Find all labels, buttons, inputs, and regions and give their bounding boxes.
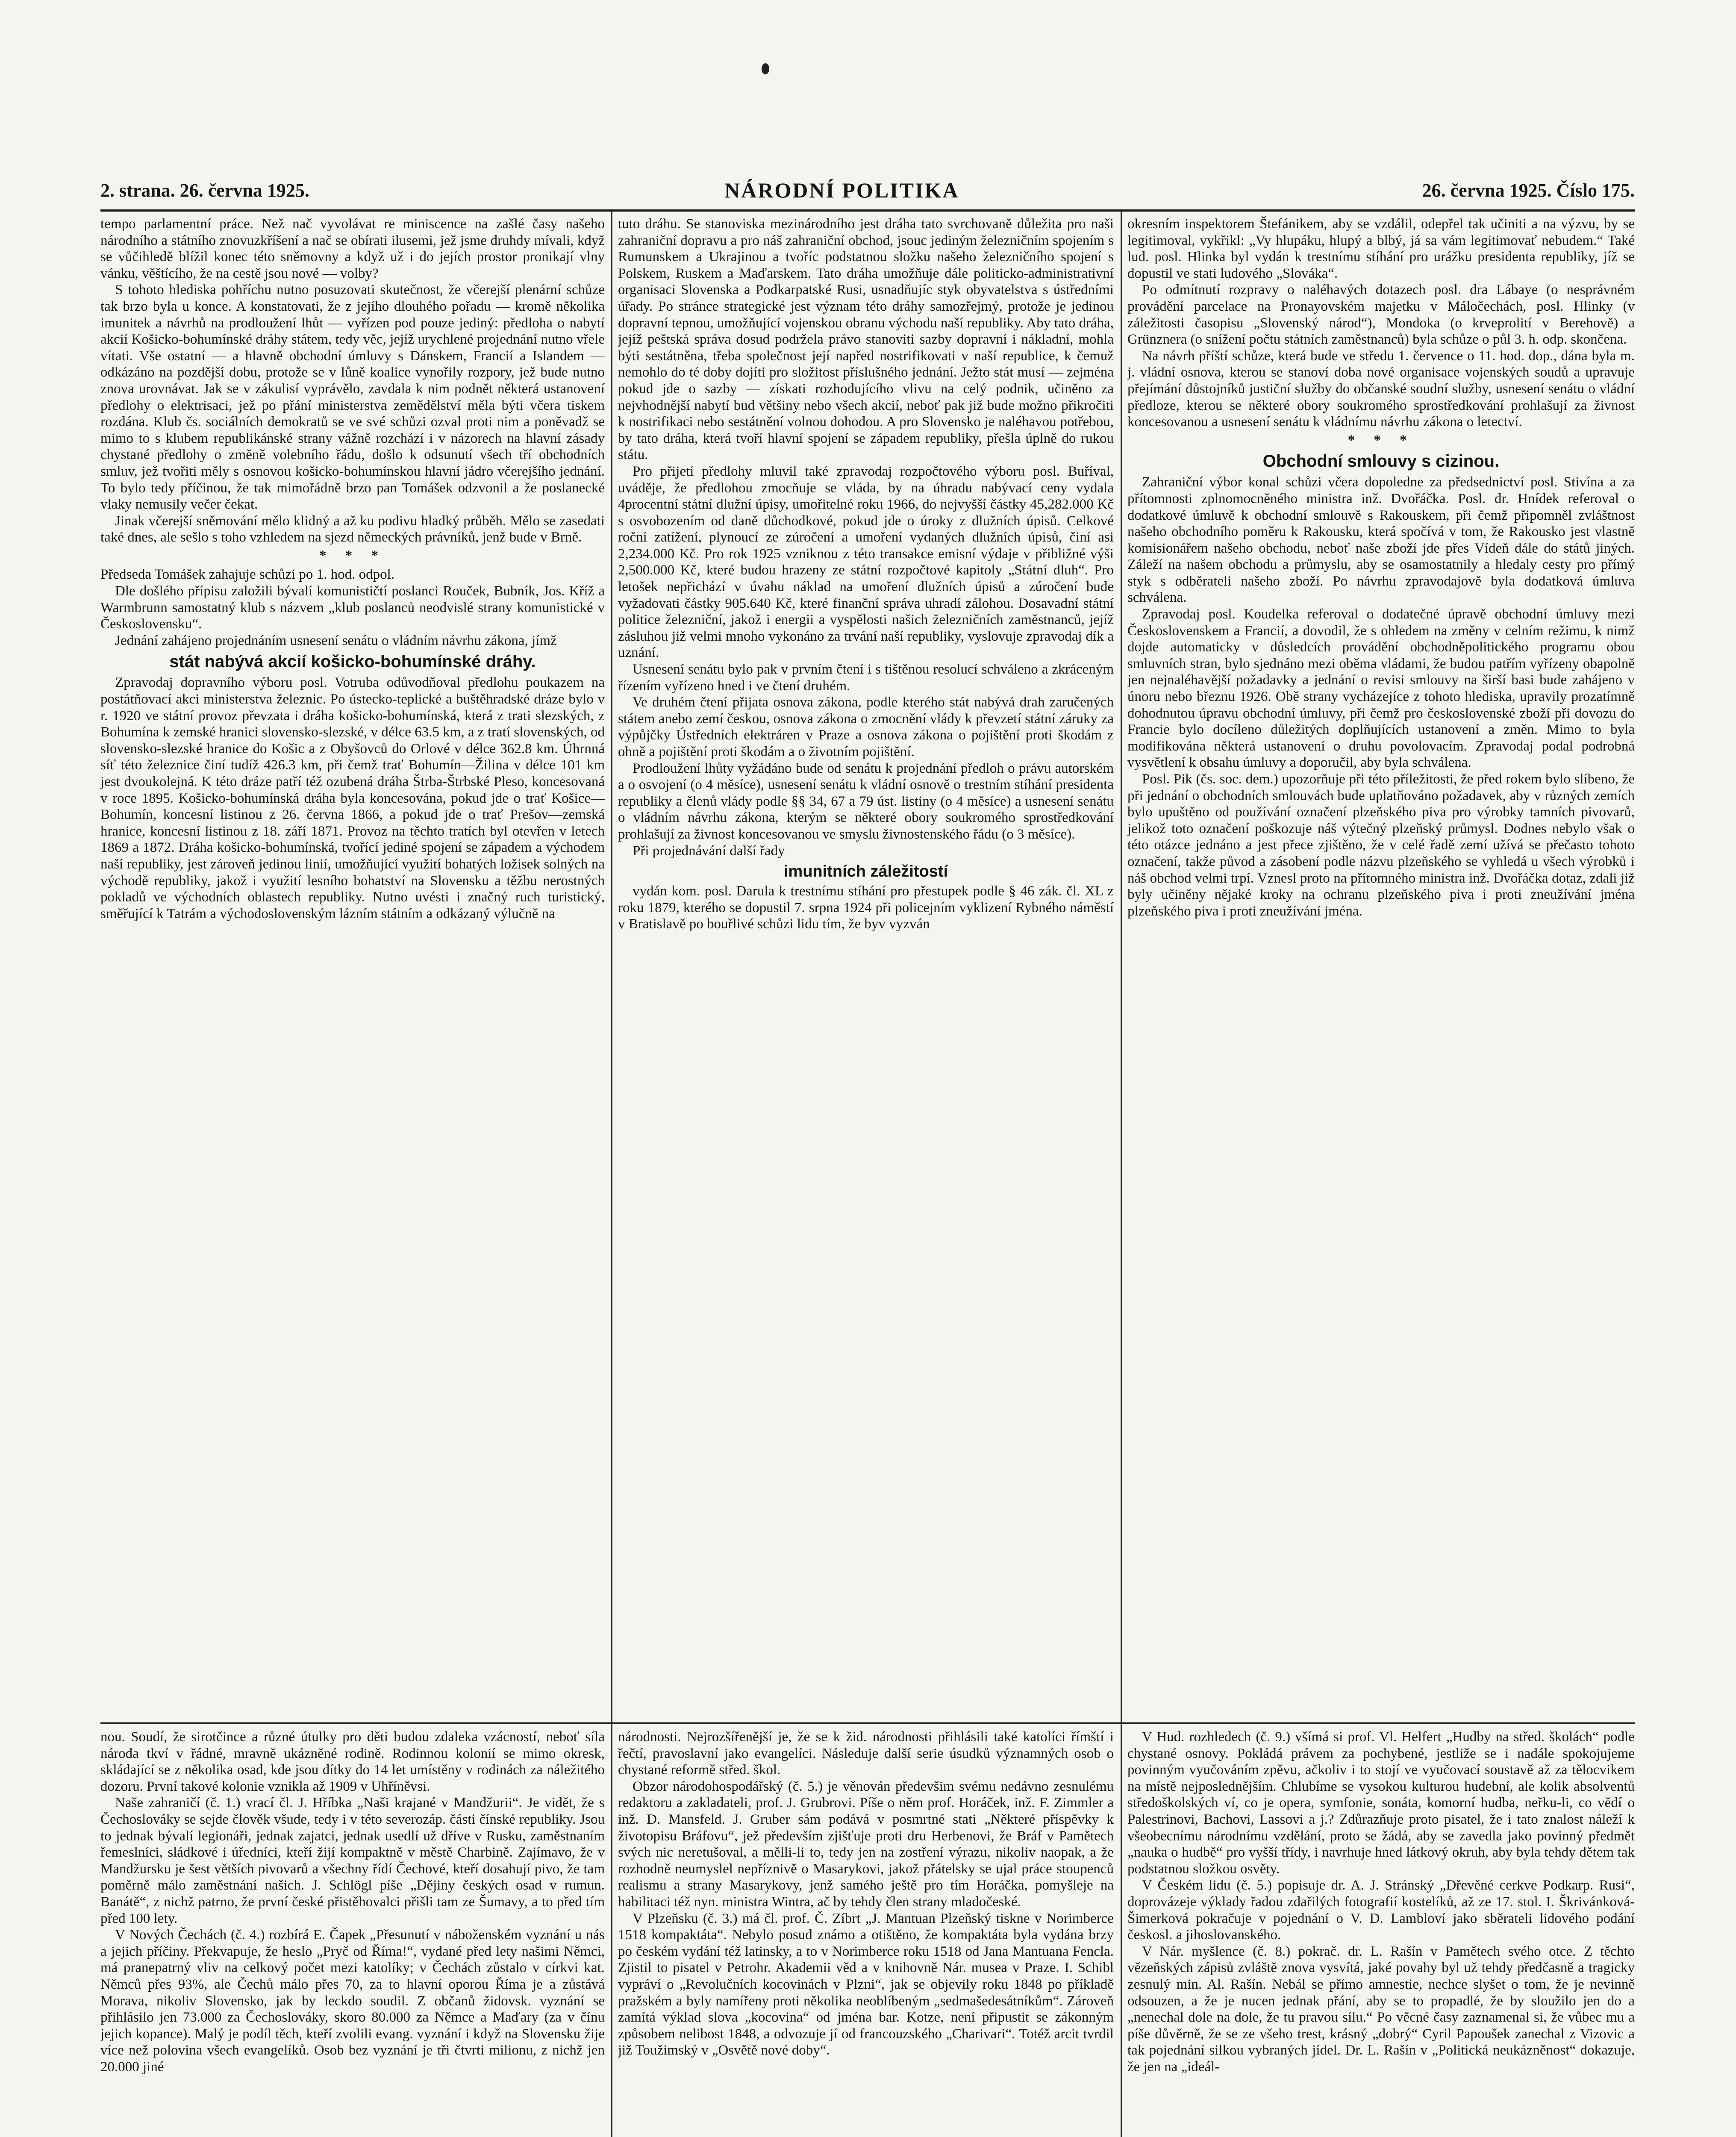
column-divider [1121, 212, 1122, 1722]
column-divider [611, 212, 612, 1722]
article-paragraph: V Plzeňsku (č. 3.) má čl. prof. Č. Zíbrt „J. Mantuan Plzeňský tiskne v Norimberce 1518 kompaktáta“. Nebylo posud známo a otištěno, že kompaktáta byla vydána brzy po českém vydání též latinsky, a to v Norimberce roku 1518 od Jana Mantuana Fencla. Zjistil to pisatel v Petrohr. Akademii věd a v knihovně Nár. musea v Praze. I. Schibl vypráví o „Revolučních kocovinách v Plzni“, jak se objevily roku 1848 po příkladě pražském a byly namířeny proti několika neoblíbeným „sedmašedesátníkům“. Zároveň zamítá výklad slova „kocovina“ od jména bar. Kotze, není připustit se zákonným způsobem nelibost 1848, a odvozuje jí od francouzského „Charivari“. Totéž arcit tvrdil již Toužimský v „Osvětě nové doby“. [618, 1910, 1114, 2058]
article-heading: stát nabývá akcií košicko-bohumínské dráhy. [169, 652, 536, 671]
article-paragraph: Pro přijetí předlohy mluvil také zpravodaj rozpočtového výboru posl. Buříval, uváděje, že předlohou zmocňuje se vláda, by na úhradu nabývací ceny vydala 4procentní státní dlužní úpisy, umořitelné roku 1966, do nejvyšší částky 45,282.000 Kč s osvobozením od daně důchodkové, pokud jde o úroky z dlužních úpisů. Celkové roční zatížení, plynoucí ze zúročení a umoření vydaných dlužních úpisů, činí asi 2,234.000 Kč. Pro rok 1925 vzniknou z této transakce emisní výdaje v přibližné výši 2,500.000 Kč, které budou hrazeny ze státní rozpočtové kapitoly „Státní dluh“. Pro letošek nepřichází v úvahu náklad na umoření dlužních úpisů a zúročení bude vyžadovati částky 905.640 Kč, které finanční správa uhradí zálohou. Dosavadní státní politice železniční, jakož i energii a vyspělosti našich železničních zaměstnanců, jejíž zásluhou již velmi mnoho vykonáno za trvání naší republiky, vyslovuje zpravodaj dík a uznání. [618, 463, 1114, 661]
article-paragraph: tempo parlamentní práce. Než nač vyvolávat re miniscence na zašlé časy našeho národního a státního znovuzkříšení a nač se obírati ilusemi, jež jsme druhdy mívali, když se vůčihledě blížil konec této sněmovny a když už i do jejích prostor pronikají vlny vánku, věštícího, že na cestě jsou nové — volby? [100, 216, 605, 281]
article-paragraph: tuto dráhu. Se stanoviska mezinárodního jest dráha tato svrchovaně důležita pro naši zahraniční dopravu a pro náš zahraniční obchod, jsouc jediným železničním spojením s Rumunskem a Ukrajinou a tvoříc podstatnou složku našeho železničního spojení s Polskem, Ruskem a Maďarskem. Tato dráha umožňuje dále politicko-administrativní organisaci Slovenska a Podkarpatské Rusi, usnadňujíc styk obyvatelstva s ústředními úřady. Po stránce strategické jest význam této dráhy samozřejmý, protože je jedinou dopravní tepnou, umožňující vojenskou obranu východu naší republiky. Aby tato dráha, jejíž peštská správa dosud podržela právo stanoviti sazby dopravní i nákladní, mohla býti sestátněna, třeba společnost její napřed nostrifikovati v naší republice, k čemuž nemohlo do té doby dojíti pro složitost příslušného jednání. Ježto stát musí — zejména pokud jde o sazby — získati rozhodujícího vlivu na celý podnik, učiněno za nejvhodnější nabytí bud většiny nebo všech akcií, neboť pak již bude možno přikročiti k nostrifikaci nebo sestátnění volnou dohodou. A pro Slovensko je naléhavou potřebou, by tato dráha, která tvoří hlavní spojení se západem republiky, přešla úplně do rukou státu. [618, 216, 1114, 463]
article-paragraph: národnosti. Nejrozšířenější je, že se k žid. národnosti přihlásili také katolíci římští i řečtí, pravoslavní jako evangelíci. Následuje další serie úsudků významných osob o chystané reformě střed. škol. [618, 1729, 1114, 1778]
article-paragraph: Prodloužení lhůty vyžádáno bude od senátu k projednání předloh o právu autorském a o osvojení (o 4 měsíce), usnesení senátu k vládní osnově o trestním stíhání presidenta republiky a členů vlády podle §§ 34, 67 a 79 úst. listiny (o 4 měsíce) a usnesení senátu o vládním návrhu zákona, kterým se některé obory soukromého sprostředkování prohlašují za živnost koncesovanou ve smyslu živnostenského řádu (o 3 měsíce). [618, 760, 1114, 842]
article-paragraph: S tohoto hlediska pohříchu nutno posuzovati skutečnost, že včerejší plenární schůze tak brzo byla u konce. A konstatovati, že z jejího dlouhého pořadu — kromě několika imunitek a návrhů na prodloužení lhůt — vyřízen pod pouze jediný: předloha o nabytí akcií Košicko-bohumínské dráhy státem, tedy věc, jejíž urychlené projednání nutno vřele vítati. Vše ostatní — a hlavně obchodní úmluvy s Dánskem, Francií a Islandem — odkázáno na pozdější dobu, protože se v lůně koalice vynořily rozpory, jež bude nutno znova urovnávat. Jak se v zákulisí vyprávělo, zavdala k nim podnět některá ustanovení předlohy o elektrisaci, jež po přání ministerstva zemědělství měla býti včera tiskem rozdána. Klub čs. sociálních demokratů se ve své schůzi ozval proti nim a poněvadž se mimo to s klubem republikánské strany vážně rozchází i v názorech na hlavní zásady chystané předlohy o změně volebního řádu, došlo k odsunutí všech tří obchodních smluv, jež tvořiti měly s osnovou košicko-bohumínskou hlavní jádro včerejšího jednání. To bylo tedy příčinou, že tak mimořádně brzo pan Tomášek odzvonil a že poslanecké vlaky nemusily večer čekat. [100, 282, 605, 512]
lower-column-3 [1127, 1729, 1635, 2137]
lower-column-2 [618, 1729, 1114, 2137]
article-paragraph: Jednání zahájeno projednáním usnesení senátu o vládním návrhu zákona, jímž [115, 633, 557, 648]
article-paragraph: Obzor národohospodářský (č. 5.) je věnován předevšim svému nedávno zesnulému redaktoru a zakladateli, prof. J. Grubrovi. Píše o něm prof. Horáček, inž. F. Zimmler a inž. D. Mansfeld. J. Gruber sám podává v posmrtné stati „Některé příspěvky k životopisu Bráfovu“, jež především zjišťuje proti dru Herbenovi, že Bráf v Pamětech svých nic neretušoval, a mělli-li to, tedy jen na zostření výrazu, nikoliv naopak, a že rozhodně neumyslel nepříznivě o Masarykovi, jakož přátelsky se ujal práce stoupenců realismu a strany Masarykovy, jenž samého ještě pro tím Horáčka, pomyšleje na habilitaci též nyn. ministra Wintra, ač by tehdy člen strany mladočeské. [618, 1778, 1114, 1910]
article-paragraph: okresním inspektorem Štefánikem, aby se vzdálil, odepřel tak učiniti a na výzvu, by se legitimoval, vykřikl: „Vy hlupáku, hlupý a blbý, já sa vám legitimovať nebudem.“ Také lud. posl. Hlinka byl vydán k trestnímu stíhání pro urážku presidenta republiky, jíž se dopustil ve stati ludového „Slováka“. [1127, 216, 1635, 281]
article-paragraph: V Nových Čechách (č. 4.) rozbírá E. Čapek „Přesunutí v náboženském vyznání u nás a jejich příčiny. Překvapuje, že heslo „Pryč od Říma!“, vydané před lety našimi Němci, má pranepatrný vliv na celkový počet mezi katolíky; v Čechách zůstalo v církvi kat. Němců přes 93%, ale Čechů málo přes 70, za to hlavní oporou Říma je a zůstává Morava, nikoliv Slovensko, jak by leckdo soudil. Z občanů židovsk. vyznání se přihlásilo jen 73.000 za Čechoslováky, skoro 80.000 za Němce a Maďary (za v čínu jejich kopance). Malý je podíl těch, kteří zvolili evang. vyznání i když na Slovensku žije více než polovina všech evangelíků. Osob bez vyznání je tři čtvrti milionu, z nichž jen 20.000 jiné [100, 1927, 605, 2075]
article-paragraph: Jinak včerejší sněmování mělo klidný a až ku podivu hladký průběh. Mělo se zasedati také dnes, ale sešlo s toho vzhledem na sjezd německých právníků, jenž bude v Brně. [100, 513, 605, 545]
article-paragraph: Zahraniční výbor konal schůzi včera dopoledne za předsednictví posl. Stivína a za přítomnosti zplnomocněného ministra inž. Dvořáčka. Posl. dr. Hnídek referoval o dodatkové úmluvě k obchodní smlouvě s Rakouskem, při čemž připomněl zvláštnost našeho obchodního poměru k Rakousku, která spočívá v tom, že Rakousko jest vlastně komisionářem našeho obchodu, neboť naše zboží jde přes Vídeň dále do států jiných. Záleží na našem obchodu a průmyslu, aby se osamostatnily a hledaly cesty pro přímý styk s odběrateli našeho zboží. Po návrhu zpravodajově byla dodatková úmluva schválena. [1127, 474, 1635, 606]
article-paragraph: Na návrh příští schůze, která bude ve středu 1. července o 11. hod. dop., dána byla m. j. vládní osnova, kterou se stanoví doba nové organisace vojenských soudů a upravuje přejímání důstojníků justiční služby do občanské soudní služby, usnesení senátu o vládní předloze, kterou se některé obory soukromého sprostředkování prohlašují za živnost koncesovanou a usnesení senátu k vládnímu návrhu zákona o letectví. [1127, 348, 1635, 430]
article-paragraph: Při projednávání další řady [633, 843, 785, 859]
feuilleton-rule [100, 1722, 1635, 1724]
article-heading: imunitních záležitostí [783, 862, 948, 881]
article-paragraph: V Hud. rozhledech (č. 9.) všímá si prof. Vl. Helfert „Hudby na střed. školách“ podle chystané osnovy. Pokládá právem za pochybené, jestliže se i nadále spokojujeme povinným vyučováním zpěvu, ačkoliv i to stojí ve vyučovací soustavě až za tělocvikem na místě nejposlednějším. Chlubíme se vysokou kulturou hudební, ale kolik absolventů středoškolských ví, co je opera, symfonie, sonáta, komorní hudba, neřku-li, co vědí o Palestrinovi, Bachovi, Lassovi a j.? Zdůrazňuje proto pisatel, že i tato znalost náleží k všeobecnímu národnímu vzdělání, proto se žádá, aby se zavedla jako povinný předmět „nauka o hudbě“ pro vyšší třídy, i navrhuje hned látkový okruh, aby byla tehdy dětem tak podstatnou složkou osvěty. [1127, 1729, 1635, 1877]
section-separator: * * * [1348, 432, 1415, 448]
article-paragraph: Posl. Pik (čs. soc. dem.) upozorňuje při této příležitosti, že před rokem bylo slíbeno, že při jednání o obchodních smlouvách bude uplatňováno požadavek, aby v různých zemích bylo upuštěno od používání označení plzeňského piva pro výrobky tamních pivovarů, jelikož toto označení poškozuje náš výtečný plzeňský průmysl. Dodnes nebylo však o této otázce jednáno a jest přece zjištěno, že v celé řadě zemí užívá se přečasto tohoto označení, takže původ a zásobení podle názvu plzeňského se vyhledá u všech výrobků i náš obchod velmi trpí. Vznesl proto na přítomného ministra inž. Dvořáčka dotaz, zdali již byly učiněny nějaké kroky na ochranu plzeňského piva i proti zneužívání jména plzeňského piva i proti zneužívání jména. [1127, 771, 1635, 919]
column-divider [1121, 1724, 1122, 2137]
article-paragraph: Naše zahraničí (č. 1.) vrací čl. J. Hříbka „Naši krajané v Mandžurii“. Je vidět, že s Čechoslováky se sejde člověk všude, tedy i v této severozáp. části čínské republiky. Jsou to jednak bývalí legionáři, jednak zajatci, jednak usedlí už dříve v Rusku, zaměstnaním řemeslníci, sládkové i úředníci, kteří žijí kompaktně v městě Charbině. Zajímavo, že v Mandžursku je šest větších pivovarů a všechny řídí Čechové, kteří dosahují pivo, že tam poměrně málo zaměstnání našich. J. Schlögl píše „Dějiny českých osad v rumun. Banátě“, z nichž patrno, že první české přistěhovalci přišli tam ze Šumavy, a to před tím před 100 lety. [100, 1795, 605, 1926]
masthead-title: NÁRODNÍ POLITIKA [724, 178, 959, 202]
lower-column-1 [100, 1729, 605, 2137]
article-paragraph: Zpravodaj posl. Koudelka referoval o dodatečné úpravě obchodní úmluvy mezi Československem a Francií, a dovodil, že s ohledem na změny v celním režimu, k nimž dojde automaticky v důsledcích provádění obchodněpolitického programu obou smluvních stran, bylo sjednáno mezi oběma vládami, že budou patřím vyřízeny obapolně jen nejnaléhavější požadavky a jednání o revisi smlouvy na širší basi bude zahájeno v únoru nebo březnu 1926. Obě strany vycházejíce z tohoto hlediska, upravily prozatímně dohodnutou úpravu obchodní úmluvy, při čemž pro československé zboží při dovozu do Francie bylo docíleno důležitých doplňujících ustanovení a změn. Mimo to byla modifikována některá ustanovení o druhu povolovacím. Zpravodaj podal podrobná vysvětlení k obsahu úmluvy a doporučil, aby byla schválena. [1127, 606, 1635, 771]
article-paragraph: V Českém lidu (č. 5.) popisuje dr. A. J. Stránský „Dřevěné cerkve Podkarp. Rusi“, doprovázeje výklady řadou zdařilých fotografií kostelíků, až ze 17. stol. I. Škrivánková-Šimerková pokračuje v pojednání o V. D. Lambloví jako sběrateli lidového podání českosl. a jihoslovanského. [1127, 1878, 1635, 1943]
article-paragraph: V Nár. myšlence (č. 8.) pokrač. dr. L. Rašín v Pamětech svého otce. Z těchto vězeňských zápisů zvláště znova vysvítá, jaké povahy byl už tehdy předčasně a tragicky zesnulý min. Al. Rašín. Nebál se přímo amnestie, nechce slyšet o tom, že je nevinně odsouzen, a že je nucen jednak přání, aby se to propadlé, že by sloužilo jen do a „nenechal dole na dole, že tu pravou sílu.“ Po věcné časy zaznamenal si, že vůbec mu a píše důvěrně, že se ze všeho trest, krásný „dobrý“ Cyril Papoušek zanechal z Vizovic a tak pojednání silkou vybraných jídel. Dr. L. Rašín v „Politická neukázněnost“ dokazuje, že jen na „ideál- [1127, 1943, 1635, 2075]
article-paragraph: nou. Soudí, že sirotčince a různé útulky pro děti budou zdaleka vzácností, neboť síla národa tkví v řádné, mravně ukázněné rodině. Rodinnou kolonií se mimo okresk, skládající se z několika osad, kde jsou dítky do 14 let umístěny v rodinách za náležitého dozoru. První takové kolonie vznikla až 1909 v Uhříněvsi. [100, 1729, 605, 1794]
upper-column-1 [100, 216, 605, 1720]
upper-column-2 [618, 216, 1114, 1720]
article-heading: Obchodní smlouvy s cizinou. [1262, 452, 1500, 471]
header-right: 26. června 1925. Číslo 175. [1422, 180, 1635, 201]
article-paragraph: Předseda Tomášek zahajuje schůzi po 1. hod. odpol. [100, 567, 395, 583]
article-paragraph: Usnesení senátu bylo pak v prvním čtení i s tištěnou resolucí schváleno a zkráceným řízením vyřízeno hned i ve čtení druhém. [618, 662, 1114, 694]
article-paragraph: Po odmítnutí rozpravy o naléhavých dotazech posl. dra Lábaye (o nesprávném provádění parcelace na Pronayovském majetku v Máločechách, posl. Hlinky (v záležitosti časopisu „Slovenský národ“), Mondoka (o krveprolití v Berehově) a Grünznera (o snížení počtu státních zaměstnanců) byla schůze o půl 3. h. odp. skončena. [1127, 282, 1635, 347]
upper-column-3 [1127, 216, 1635, 1720]
column-divider [611, 1724, 612, 2137]
section-separator: * * * [319, 547, 386, 563]
article-paragraph: Zpravodaj dopravního výboru posl. Votruba odůvodňoval předlohu poukazem na postátňovací akci ministerstva železnic. Po ústecko-teplické a buštěhradské dráze bylo v r. 1920 ve státní provoz převzata i dráha košicko-bohumínská, která z trati slezských, z Bohumína k zemské hranici slovensko-slezské, v délce 63.5 km, a z tratí slovenských, od slovensko-slezské hranice do Košic a z Obyšovců do Orlové v délce 362.8 km. Úhrnná síť této železnice činí tudíž 426.3 km, při čemž trať Bohumín—Žilina v délce 101 km jest dvoukolejná. K této dráze patří též ozubená dráha Štrba-Štrbské Pleso, koncesovaná v roce 1895. Košicko-bohumínská dráha byla koncesována, pokud jde o trať Košice—Bohumín, koncesní listinou z 26. června 1866, a pokud jde o trať Prešov—zemská hranice, koncesní listinou z 18. září 1871. Provoz na těchto tratích byl otevřen v letech 1869 a 1872. Dráha košicko-bohumínská, tvořící jediné spojení se západem a východem naší republiky, jest zároveň jedinou linií, umožňující využití bohatých ložisek solných na východě republiky, jakož i využití lesního bohatství na Slovensku a těžbu nerostných pokladů ve východních oblastech republiky. Nutno uvésti i značný ruch turistický, směřující k Tatrám a východoslovenským lázním státním a odkázaný výlučně na [100, 675, 605, 921]
page-header [100, 171, 1635, 205]
page-mark [762, 63, 769, 74]
article-paragraph: vydán kom. posl. Darula k trestnímu stíhání pro přestupek podle § 46 zák. čl. XL z roku 1879, kterého se dopustil 7. srpna 1924 při policejním vyklizení Rybného náměstí v Bratislavě po bouřlivé schůzi lidu tím, že byv vyzván [618, 883, 1114, 932]
header-rule [100, 209, 1635, 212]
article-paragraph: Dle došlého přípisu založili bývalí komunističtí poslanci Rouček, Bubník, Jos. Kříž a Warmbrunn samostatný klub s názvem „klub poslanců neodvislé strany komunistické v Československu“. [100, 583, 605, 632]
header-left: 2. strana. 26. června 1925. [100, 180, 309, 201]
article-paragraph: Ve druhém čtení přijata osnova zákona, podle kterého stát nabývá drah zaručených státem anebo zemí českou, osnova zákona o zmocnění vlády k převzetí státní záruky za výpůjčky Ústředních elektráren v Praze a osnova zákona o pojištění proti škodám z ohně a pojištění proti škodám a o životním pojištění. [618, 695, 1114, 759]
